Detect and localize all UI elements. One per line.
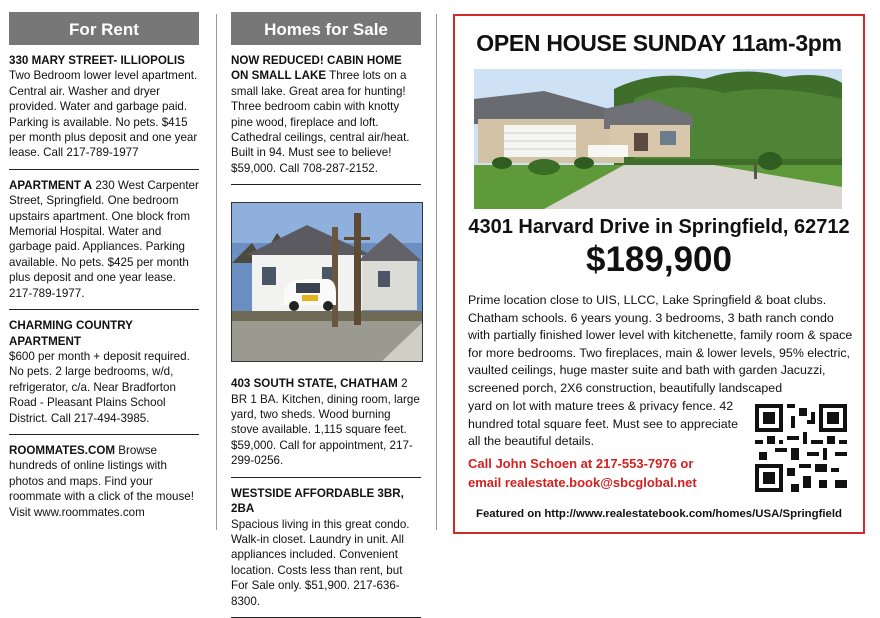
property-description: Prime location close to UIS, LLCC, Lake Springfield & boat clubs. Chatham schools. 6 years young. 3 bedrooms, 3 bath ranch condo with partially finished lower level with kitchenette, family room & space for more bedrooms. Two fireplaces, main & lower levels, 95% electric, vaulted ceilings, huge master suite and bath with garden Jacuzzi, screened porch, 2X6 construction, beautifully landscaped: [468, 293, 853, 395]
sale-ad-3: [231, 478, 421, 618]
rent-ad-4: [9, 435, 199, 528]
column-divider: [436, 14, 437, 530]
homes-for-sale-column: [231, 12, 421, 618]
rent-ad-body: 230 West Carpenter Street, Springfield. One bedroom upstairs apartment. One block from Memorial Hospital. Water and garbage paid. Appliances. Parking available. No pets. $425 per month plus deposit and one year lease. 217-789-1977.: [9, 178, 199, 300]
featured-url[interactable]: Featured on http://www.realestatebook.com/homes/USA/Springfield: [475, 508, 843, 520]
qr-code-icon[interactable]: [755, 404, 847, 492]
sale-ad-lead: NOW REDUCED! CABIN HOME ON SMALL LAKE: [231, 54, 402, 83]
homes-for-sale-heading: Homes for Sale: [231, 12, 421, 45]
sale-ad-lead: WESTSIDE AFFORDABLE 3BR, 2BA: [231, 486, 404, 516]
sale-ad-body: 2 BR 1 BA. Kitchen, dining room, large yard, two sheds. Wood burning stove available. 1,115 square feet. $59,000. Call for appointment, 217-299-0256.: [231, 377, 420, 468]
sale-ad-1: [231, 45, 421, 185]
sale-ad-2: [231, 368, 421, 477]
contact-email-line: email realestate.book@sbcglobal.net: [468, 475, 697, 490]
rent-ad-lead: 330 MARY STREET- ILLIOPOLIS: [9, 54, 185, 67]
property-address: 4301 Harvard Drive in Springfield, 62712: [468, 216, 850, 238]
sale-ad-body: Spacious living in this great condo. Walk-in closet. Laundry in unit. All appliances included. Convenient location. Costs less than rent, but For Sale only. $51,900. 217-636-8300.: [231, 517, 410, 608]
feature-house-image: [474, 69, 842, 209]
feature-house-photo: [474, 69, 842, 209]
house-photo-image: [232, 203, 422, 361]
rent-ad-lead: CHARMING COUNTRY APARTMENT: [9, 319, 133, 348]
sale-ad-lead: 403 SOUTH STATE, CHATHAM: [231, 377, 398, 391]
rent-ad-lead: APARTMENT A: [9, 178, 93, 192]
for-rent-heading: For Rent: [9, 12, 199, 45]
rent-ad-2: [9, 170, 199, 310]
rent-ad-body: Browse hundreds of online listings with photos and maps. Find your roommate with a click of the mouse! Visit www.roommates.com: [9, 443, 194, 519]
house-photo: [231, 202, 423, 362]
sale-ad-body: Three lots on a small lake. Great area for hunting! Three bedroom cabin with knotty pine wood, fireplace and loft. Cathedral ceilings, central air/heat. Built in 94. Must see to believe! $59,000. Call 708-287-2152.: [231, 69, 410, 175]
qr-code-graphic: [755, 404, 847, 492]
rent-ad-body: Two Bedroom lower level apartment. Central air. Washer and dryer provided. Water and garbage paid. Parking is available. No pets. $415 per month plus deposit and one year lease. Call 217-789-1977: [9, 69, 198, 160]
for-rent-column: [9, 12, 199, 528]
open-house-feature: [453, 14, 865, 534]
rent-ad-1: [9, 45, 199, 170]
rent-ad-3: [9, 310, 199, 435]
open-house-title: OPEN HOUSE SUNDAY 11am-3pm: [476, 30, 842, 56]
contact-info: [468, 454, 738, 492]
property-description-continued: yard on lot with mature trees & privacy fence. 42 hundred total square feet. Must see to appreciate all the beautiful details.: [468, 399, 739, 449]
contact-phone-line: Call John Schoen at 217-553-7976 or: [468, 456, 694, 471]
rent-ad-body: $600 per month + deposit required. No pets. 2 large bedrooms, w/d, refrigerator, c/a. Near Bradforton Road - Pleasant Plains School District. Call 217-494-3985.: [9, 349, 190, 425]
column-divider: [216, 14, 217, 530]
rent-ad-lead: ROOMMATES.COM: [9, 443, 116, 457]
property-price: $189,900: [586, 240, 732, 279]
